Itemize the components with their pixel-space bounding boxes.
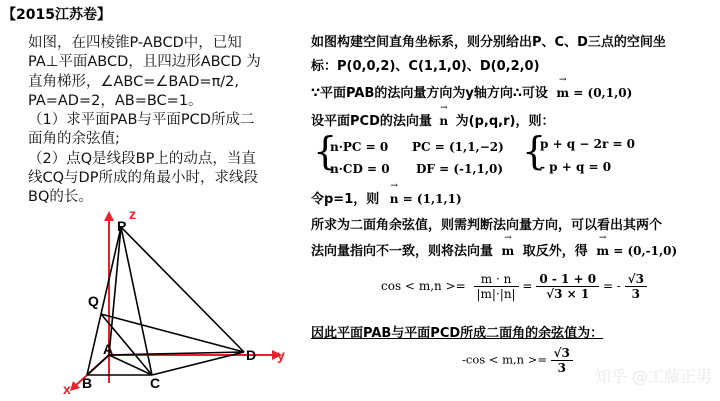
m-vector-value: = (0,1,0) xyxy=(573,86,633,100)
solution-line-5-text: 令p=1，则 xyxy=(311,192,380,207)
final-left: -cos < xyxy=(462,352,499,367)
solution-line-1: 如图构建空间直角坐标系，则分别给出P、C、D三点的空间坐 xyxy=(311,35,666,50)
edge-PC xyxy=(121,227,152,375)
pyramid-diagram xyxy=(60,203,300,399)
sys1-eq-a: n·PC = 0 xyxy=(330,140,389,154)
m-vector: → m xyxy=(596,244,609,258)
problem-line: PA=AD=2，AB=BC=1。 xyxy=(28,92,203,109)
fraction-2-numerator: 0 - 1 + 0 xyxy=(536,272,599,287)
final-fraction-numerator: √3 xyxy=(551,346,573,361)
source-tag: 【2015江苏卷】 xyxy=(2,7,111,23)
problem-line: 如图，在四棱锥P-ABCD中，已知 xyxy=(28,35,242,51)
edge-PD xyxy=(121,227,244,352)
z-axis-arrow xyxy=(104,211,114,221)
edge-AC xyxy=(109,355,152,375)
cosine-formula: cos < m,n >= $\frac{m \cdot n}{|m|\cdot|n|}$ = $\frac{0 - 1 + 0}{√3 \times 1}$ = - $\frac{√3}{3}$ xyxy=(381,272,647,301)
final-eq: >= xyxy=(527,352,548,367)
m-vector-flipped-value: = (0,-1,0) xyxy=(613,244,678,258)
label-Q: Q xyxy=(88,293,99,309)
sys1-eq-b: n·CD = 0 xyxy=(330,162,390,176)
problem-line: 直角梯形，∠ABC=∠BAD=π/2, xyxy=(28,73,240,90)
solution-line-7 xyxy=(311,240,677,259)
sys3-eq-a: p + q − 2r = 0 xyxy=(540,137,636,151)
solution-line-4-suffix: 为(p,q,r)，则： xyxy=(455,114,555,129)
label-z: z xyxy=(129,206,136,222)
problem-line: 线CQ与DP所成的角最小时，求线段 xyxy=(28,170,258,187)
problem-line: 面角的余弦值; xyxy=(28,131,120,148)
sys2-eq-a: PC = (1,1,−2) xyxy=(412,140,504,154)
brace-1: { xyxy=(313,129,338,173)
solution-line-2: 标：P(0,0,2)、C(1,1,0)、D(0,2,0) xyxy=(311,59,540,74)
label-A: A xyxy=(103,341,114,357)
label-x: x xyxy=(63,381,71,397)
fraction-1-denominator: |m|·|n| xyxy=(476,287,516,301)
problem-line: （1）求平面PAB与平面PCD所成二 xyxy=(28,112,255,129)
label-D: D xyxy=(246,347,257,363)
m-vector: → m xyxy=(502,244,515,258)
fraction-2 xyxy=(536,272,599,301)
m-vector: → m xyxy=(556,86,569,100)
fraction-2-denominator: √3 × 1 xyxy=(546,287,590,301)
n-vector: → n xyxy=(439,114,448,128)
solution-line-5 xyxy=(311,188,462,207)
solution-line-3 xyxy=(311,82,632,101)
solution-line-4-text: 设平面PCD的法向量 xyxy=(311,114,432,129)
fraction-sign: = - xyxy=(602,279,621,293)
edge-QD xyxy=(101,314,244,352)
fraction-1 xyxy=(474,272,519,301)
brace-3: { xyxy=(522,129,547,173)
label-B: B xyxy=(82,375,93,391)
problem-line: （2）点Q是线段BP上的动点，当直 xyxy=(28,150,256,167)
label-P: P xyxy=(117,218,127,234)
final-fraction-denominator: 3 xyxy=(557,361,566,375)
label-y: y xyxy=(277,347,285,363)
conclusion-line: 因此平面PAB与平面PCD所成二面角的余弦值为： xyxy=(311,326,604,341)
problem-line: PA⊥平面ABCD，且四边形ABCD 为 xyxy=(28,54,261,71)
solution-line-6: 所求为二面角余弦值，则需判断法向量方向，可以看出其两个 xyxy=(311,218,663,233)
cos-mn: m,n xyxy=(418,279,442,293)
cos-left: cos < xyxy=(381,279,415,293)
fraction-3-numerator: √3 xyxy=(625,272,647,287)
fraction-3 xyxy=(625,272,647,301)
n-vector: → n xyxy=(390,192,399,206)
solution-line-7-mid: 取反外，得 xyxy=(522,244,588,259)
final-mn: m,n xyxy=(502,352,525,367)
cos-eq: >= xyxy=(445,279,466,293)
problem-line: BQ的长。 xyxy=(28,189,93,206)
solution-line-7-text: 法向量指向不一致，则将法向量 xyxy=(311,244,494,259)
fraction-1-numerator: m · n xyxy=(474,272,519,287)
n-vector-value: = (1,1,1) xyxy=(402,192,462,206)
sys3-eq-b: - p + q = 0 xyxy=(540,160,612,174)
watermark: 知乎 @工藤正男 xyxy=(594,367,712,386)
final-answer xyxy=(462,346,573,375)
final-fraction xyxy=(551,346,573,375)
problem-text xyxy=(28,34,290,208)
fraction-3-denominator: 3 xyxy=(631,287,640,301)
sys2-eq-b: DF = (-1,1,0) xyxy=(416,162,504,176)
label-C: C xyxy=(150,375,161,391)
solution-line-3-text: ∵平面PAB的法向量方向为y轴方向∴可设 xyxy=(311,86,548,101)
solution-line-4 xyxy=(311,110,554,129)
